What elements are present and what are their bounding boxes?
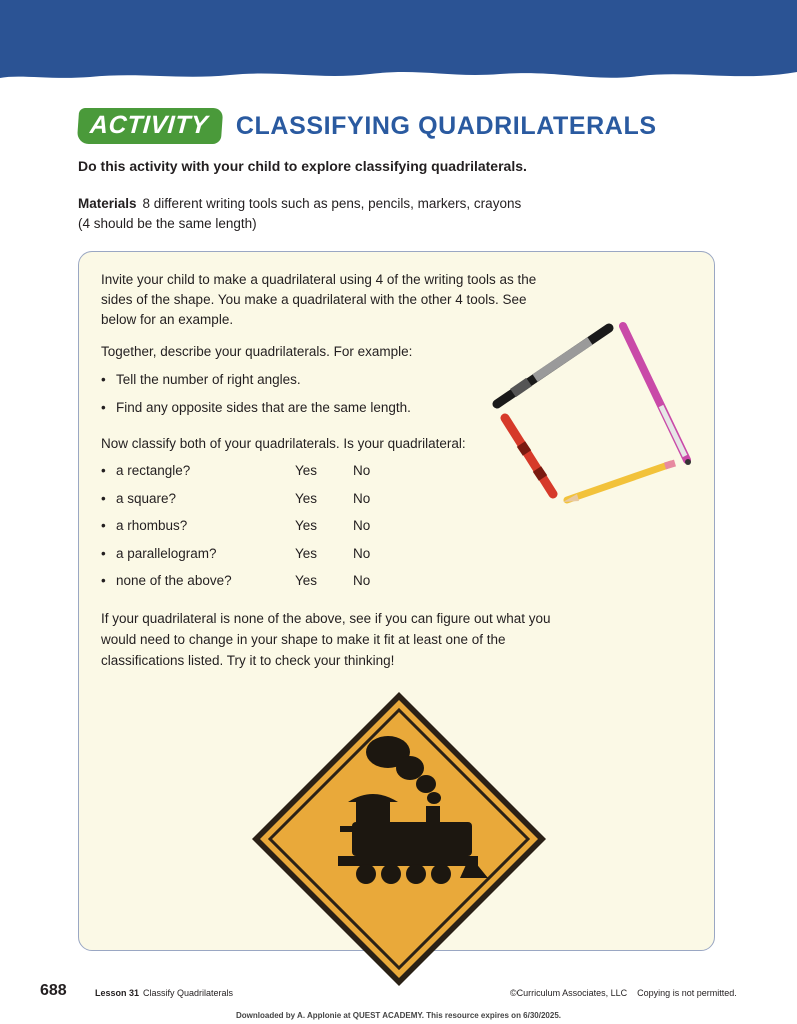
list-item: • Tell the number of right angles. <box>101 372 301 387</box>
header-banner <box>0 0 797 90</box>
pencil-icon <box>563 463 675 502</box>
materials-section <box>78 194 521 234</box>
option-label: none of the above? <box>116 573 232 589</box>
option-label: a rhombus? <box>116 518 188 534</box>
materials-label: Materials <box>78 196 137 211</box>
bullet-text: Tell the number of right angles. <box>116 372 301 387</box>
activity-badge: ACTIVITY <box>77 108 223 144</box>
materials-line2: (4 should be the same length) <box>78 216 257 231</box>
copyright-line <box>510 988 737 998</box>
classification-row: • none of the above? Yes No <box>101 573 370 601</box>
copy-notice: Copying is not permitted. <box>637 988 737 998</box>
card-paragraph-classify: Now classify both of your quadrilaterals. Is your quadrilateral: <box>101 436 466 451</box>
card-paragraph-challenge: If your quadrilateral is none of the above, see if you can figure out what you would need to change in your shape to make it fit at least one of the classifications listed. Try it to check your thinking! <box>101 611 551 668</box>
option-label: a parallelogram? <box>116 545 217 561</box>
lesson-number: Lesson 31 <box>95 988 140 998</box>
crayon-icon <box>505 418 553 494</box>
marker-icon <box>497 328 609 404</box>
option-no: No <box>353 545 371 561</box>
pen-icon <box>623 326 691 465</box>
train-crossing-sign-icon <box>248 688 550 990</box>
option-yes: Yes <box>295 490 318 506</box>
page-number: 688 <box>40 982 67 999</box>
describe-bullet-list <box>101 372 411 427</box>
option-no: No <box>353 518 371 534</box>
option-yes: Yes <box>295 518 318 534</box>
bullet-text: Find any opposite sides that are the same length. <box>116 399 411 415</box>
classification-list <box>101 463 370 601</box>
option-yes: Yes <box>295 573 318 589</box>
option-yes: Yes <box>295 463 318 478</box>
page-title: CLASSIFYING QUADRILATERALS <box>235 111 657 140</box>
card-paragraph-invite: Invite your child to make a quadrilateral using 4 of the writing tools as the sides of the shape. You make a quadrilateral with the other 4 tools. See below for an example. <box>101 272 537 327</box>
intro-text: Do this activity with your child to explore classifying quadrilaterals. <box>78 158 527 174</box>
option-label: a rectangle? <box>116 463 191 478</box>
option-no: No <box>353 573 371 589</box>
download-notice: Downloaded by A. Applonie at QUEST ACADEMY. This resource expires on 6/30/2025. <box>236 1011 561 1020</box>
materials-line1: 8 different writing tools such as pens, pencils, markers, crayons <box>142 196 522 211</box>
copyright-text: ©Curriculum Associates, LLC <box>510 988 628 998</box>
classification-row: • a parallelogram? Yes No <box>101 546 370 574</box>
activity-title-row <box>78 108 657 144</box>
lesson-title: Classify Quadrilaterals <box>143 988 234 998</box>
option-no: No <box>353 490 371 506</box>
option-yes: Yes <box>295 545 318 561</box>
classification-row: • a rectangle? Yes No <box>101 463 370 491</box>
writing-tools-illustration <box>485 318 705 508</box>
classification-row: • a square? Yes No <box>101 491 370 519</box>
option-label: a square? <box>116 490 177 506</box>
card-paragraph-describe: Together, describe your quadrilaterals. For example: <box>101 344 413 359</box>
option-no: No <box>353 463 371 478</box>
list-item: • Find any opposite sides that are the same length. <box>101 399 411 415</box>
classification-row: • a rhombus? Yes No <box>101 518 370 546</box>
lesson-label <box>95 988 233 998</box>
